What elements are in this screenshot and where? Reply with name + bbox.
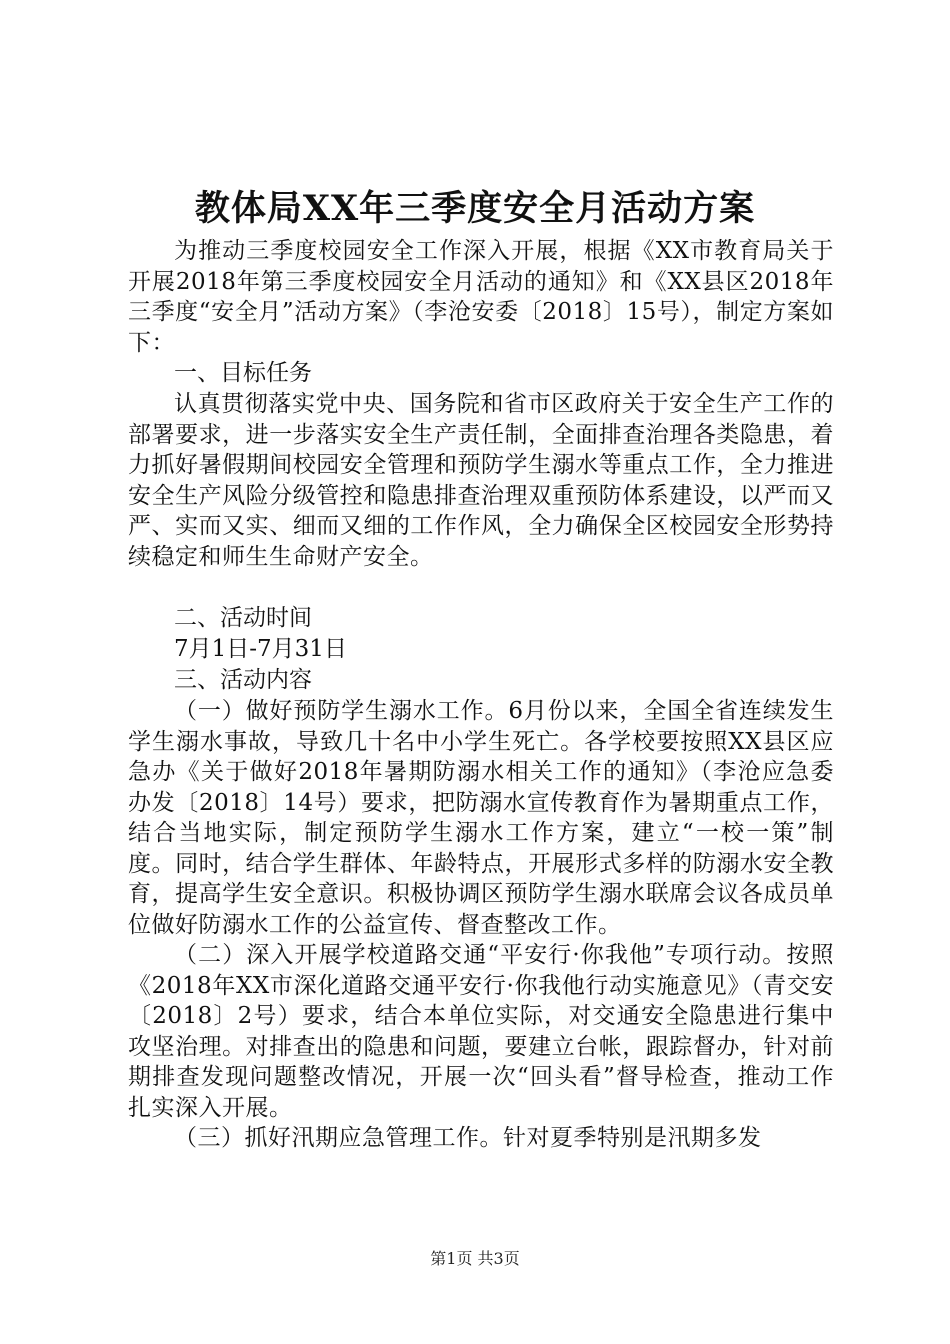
section-heading-time: 二、活动时间 — [174, 605, 312, 631]
section-heading-goals: 一、目标任务 — [174, 360, 312, 386]
paragraph-spacer — [128, 572, 834, 603]
goals-paragraph: 认真贯彻落实党中央、国务院和省市区政府关于安全生产工作的部署要求，进一步落实安全生产责任制，全面排查治理各类隐患，着力抓好暑假期间校园安全管理和预防学生溺水等重点工作，全力推进安全生产风险分级管控和隐患排查治理双重预防体系建设，以严而又严、实而又实、细而又细的工作作风，全力确保全区校园安全形势持续稳定和师生生命财产安全。 — [128, 391, 834, 570]
content-item-flood-season: （三）抓好汛期应急管理工作。针对夏季特别是汛期多发 — [174, 1125, 762, 1151]
section-heading-content: 三、活动内容 — [174, 667, 312, 693]
content-item-traffic-safety: （二）深入开展学校道路交通“平安行·你我他”专项行动。按照《2018年XX市深化道路交通平安行·你我他行动实施意见》（青交安〔2018〕2号）要求，结合本单位实际，对交通安全隐患进行集中攻坚治理。对排查出的隐患和问题，要建立台帐，跟踪督办，针对前期排查发现问题整改情况，开展一次“回头看”督导检查，推动工作扎实深入开展。 — [128, 942, 834, 1121]
content-item-drowning-prevention: （一）做好预防学生溺水工作。6月份以来，全国全省连续发生学生溺水事故，导致几十名中小学生死亡。各学校要按照XX县区应急办《关于做好2018年暑期防溺水相关工作的通知》（李沧应急委办发〔2018〕14号）要求，把防溺水宣传教育作为暑期重点工作，结合当地实际，制定预防学生溺水工作方案，建立“一校一策”制度。同时，结合学生群体、年龄特点，开展形式多样的防溺水安全教育，提高学生安全意识。积极协调区预防学生溺水联席会议各成员单位做好防溺水工作的公益宣传、督查整改工作。 — [128, 698, 834, 938]
intro-paragraph: 为推动三季度校园安全工作深入开展，根据《XX市教育局关于开展2018年第三季度校园安全月活动的通知》和《XX县区2018年三季度“安全月”活动方案》（李沧安委〔2018〕15号），制定方案如下： — [128, 238, 834, 356]
activity-time-text: 7月1日-7月31日 — [174, 636, 347, 662]
document-title: 教体局XX年三季度安全月活动方案 — [194, 188, 756, 229]
document-body — [128, 236, 834, 1154]
page-number-footer: 第1页 共3页 — [430, 1249, 520, 1268]
